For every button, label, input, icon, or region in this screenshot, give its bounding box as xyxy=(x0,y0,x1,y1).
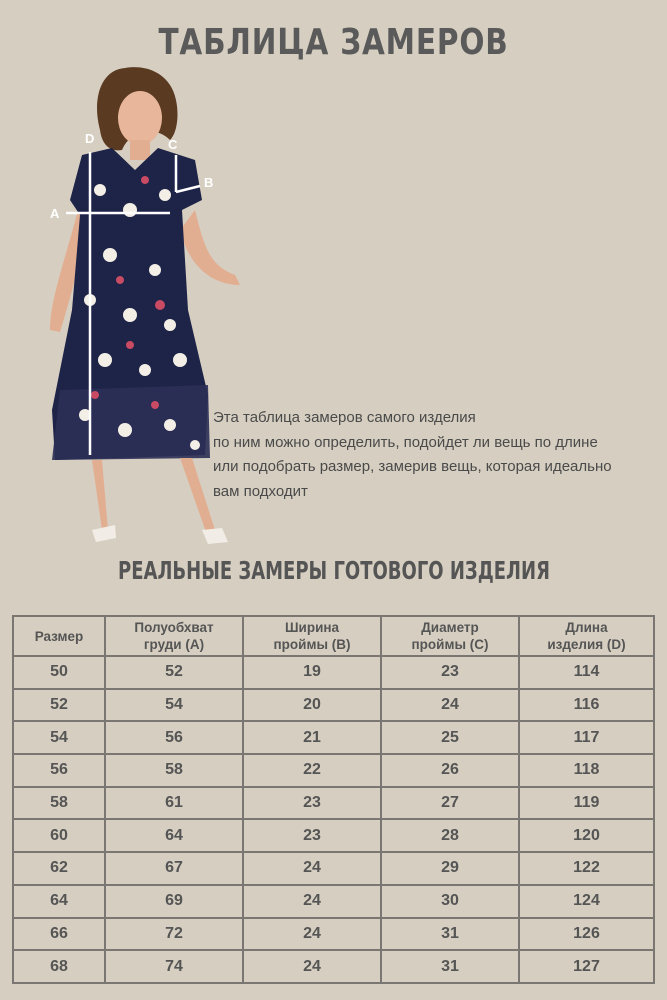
cell-armhole-width: 24 xyxy=(243,918,381,951)
cell-armhole-width: 22 xyxy=(243,754,381,787)
table-row xyxy=(13,885,654,918)
cell-bust: 58 xyxy=(105,754,243,787)
cell-bust: 72 xyxy=(105,918,243,951)
cell-length: 117 xyxy=(519,721,654,754)
cell-armhole-width: 24 xyxy=(243,852,381,885)
cell-length: 122 xyxy=(519,852,654,885)
cell-armhole-width: 24 xyxy=(243,950,381,983)
cell-armhole-diameter: 26 xyxy=(381,754,519,787)
right-arm xyxy=(180,210,240,285)
table-row xyxy=(13,689,654,722)
cell-length: 127 xyxy=(519,950,654,983)
cell-size: 52 xyxy=(13,689,105,722)
cell-size: 60 xyxy=(13,819,105,852)
table-row xyxy=(13,721,654,754)
description-line: Эта таблица замеров самого изделия xyxy=(213,409,476,426)
page-title: ТАБЛИЦА ЗАМЕРОВ xyxy=(158,22,509,63)
description-line: или подобрать размер, замерив вещь, которая идеально xyxy=(213,458,612,475)
cell-armhole-diameter: 24 xyxy=(381,689,519,722)
cell-size: 62 xyxy=(13,852,105,885)
cell-length: 116 xyxy=(519,689,654,722)
description-line: по ним можно определить, подойдет ли вещь по длине xyxy=(213,433,598,451)
cell-length: 120 xyxy=(519,819,654,852)
face xyxy=(118,91,162,145)
table-row xyxy=(13,950,654,983)
cell-length: 124 xyxy=(519,885,654,918)
cell-armhole-width: 19 xyxy=(243,656,381,689)
header-length: Длина изделия (D) xyxy=(519,616,654,656)
cell-length: 119 xyxy=(519,787,654,820)
table-row xyxy=(13,819,654,852)
table-row xyxy=(13,787,654,820)
cell-bust: 67 xyxy=(105,852,243,885)
label-a: A xyxy=(50,206,60,221)
cell-size: 64 xyxy=(13,885,105,918)
cell-size: 68 xyxy=(13,950,105,983)
label-c: C xyxy=(168,137,178,152)
cell-armhole-diameter: 28 xyxy=(381,819,519,852)
cell-bust: 56 xyxy=(105,721,243,754)
cell-armhole-diameter: 25 xyxy=(381,721,519,754)
cell-bust: 52 xyxy=(105,656,243,689)
table-row xyxy=(13,754,654,787)
cell-bust: 74 xyxy=(105,950,243,983)
cell-bust: 64 xyxy=(105,819,243,852)
cell-armhole-width: 23 xyxy=(243,819,381,852)
header-bust: Полуобхват груди (А) xyxy=(105,616,243,656)
cell-armhole-diameter: 29 xyxy=(381,852,519,885)
cell-armhole-width: 23 xyxy=(243,787,381,820)
cell-bust: 54 xyxy=(105,689,243,722)
table-row xyxy=(13,852,654,885)
cell-length: 118 xyxy=(519,754,654,787)
cell-size: 54 xyxy=(13,721,105,754)
label-b: B xyxy=(204,175,214,190)
cell-size: 56 xyxy=(13,754,105,787)
cell-armhole-diameter: 23 xyxy=(381,656,519,689)
cell-armhole-diameter: 31 xyxy=(381,950,519,983)
table-row xyxy=(13,918,654,951)
cell-armhole-width: 24 xyxy=(243,885,381,918)
description-line: вам подходит xyxy=(213,482,308,500)
cell-size: 66 xyxy=(13,918,105,951)
cell-armhole-diameter: 30 xyxy=(381,885,519,918)
header-armhole-width: Ширина проймы (В) xyxy=(243,616,381,656)
cell-armhole-diameter: 31 xyxy=(381,918,519,951)
description xyxy=(213,406,663,504)
cell-size: 50 xyxy=(13,656,105,689)
cell-armhole-diameter: 27 xyxy=(381,787,519,820)
cell-armhole-width: 20 xyxy=(243,689,381,722)
table-header-row xyxy=(13,616,654,656)
header-armhole-diameter: Диаметр проймы (С) xyxy=(381,616,519,656)
header-size: Размер xyxy=(13,616,105,656)
table-title: РЕАЛЬНЫЕ ЗАМЕРЫ ГОТОВОГО ИЗДЕЛИЯ xyxy=(118,556,550,585)
cell-size: 58 xyxy=(13,787,105,820)
cell-bust: 69 xyxy=(105,885,243,918)
size-table xyxy=(12,615,655,984)
table-row xyxy=(13,656,654,689)
cell-length: 114 xyxy=(519,656,654,689)
cell-bust: 61 xyxy=(105,787,243,820)
label-d: D xyxy=(85,131,95,146)
cell-armhole-width: 21 xyxy=(243,721,381,754)
cell-length: 126 xyxy=(519,918,654,951)
